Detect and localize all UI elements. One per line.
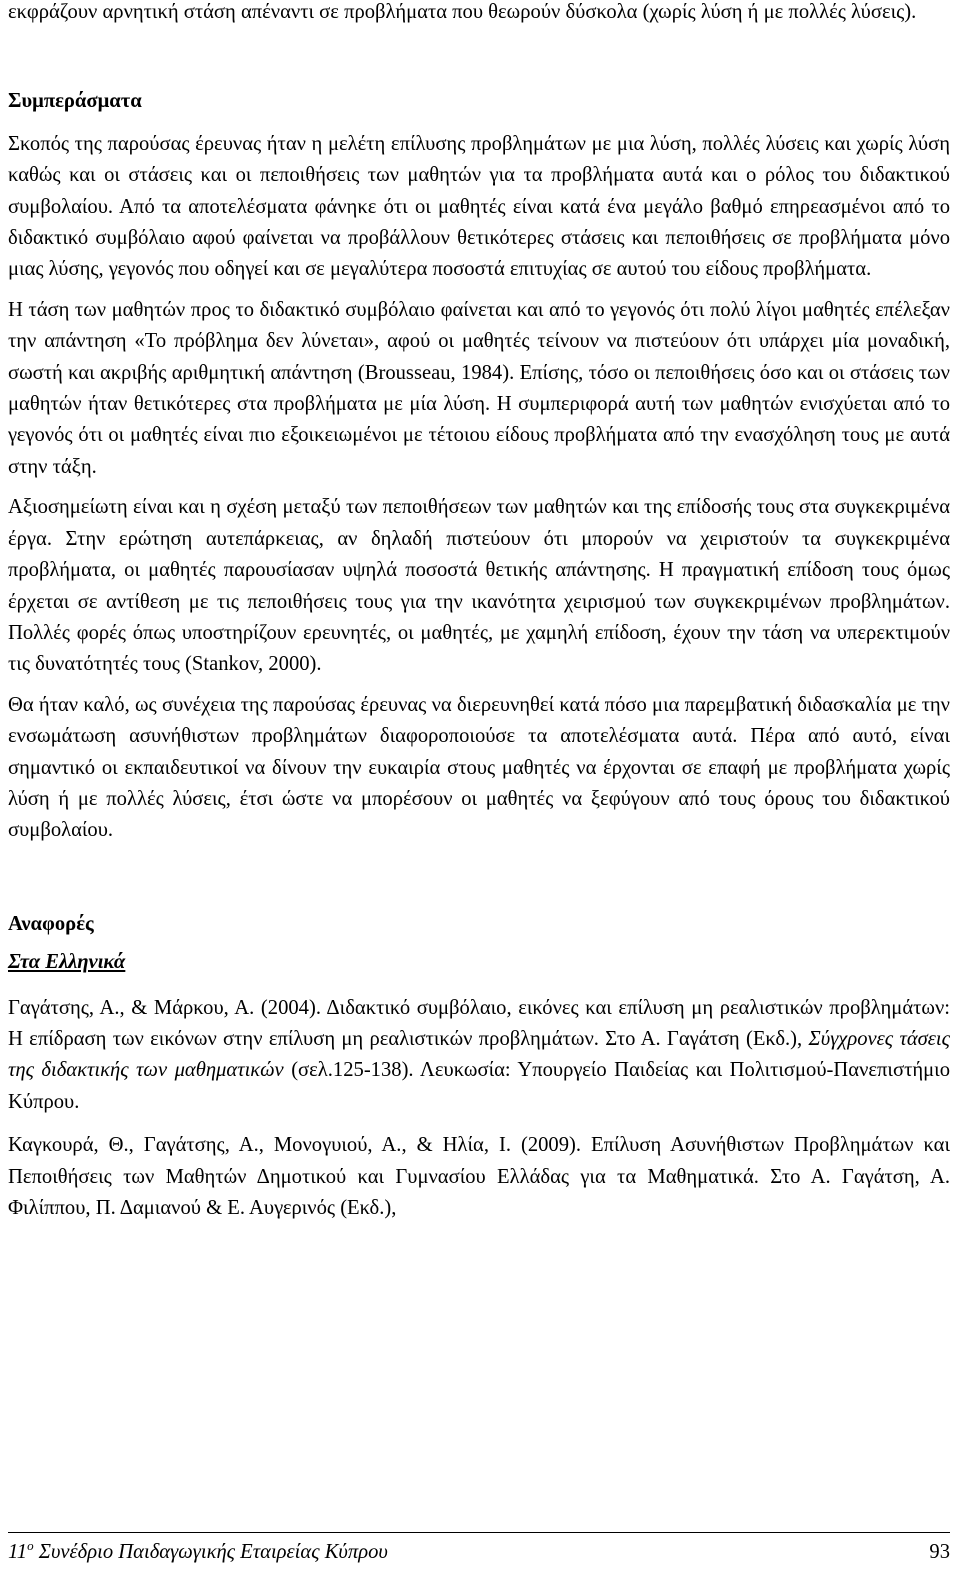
ordinal-suffix: ο [27, 1538, 34, 1554]
conclusions-paragraph-3: Αξιοσημείωτη είναι και η σχέση μεταξύ των πεποιθήσεων των μαθητών και της επίδοσής τους στα συγκεκριμένα έργα. Στην ερώτηση αυτεπάρκειας, αν δηλαδή πιστεύουν ότι μπορούν να χειριστούν τα συγκεκριμένα προβλήματα, οι μαθητές παρουσίασαν υψηλά ποσοστά θετικής απάντησης. Η πραγματική επίδοση τους όμως έρχεται σε αντίθεση με τις πεποιθήσεις τους για την ικανότητα χειρισμού των συγκεκριμένων προβλημάτων. Πολλές φορές όπως υποστηρίζουν ερευνητές, οι μαθητές, με χαμηλή επίδοση, έχουν την τάση να υπερεκτιμούν τις δυνατότητές τους (Stankov, 2000). [8, 496, 950, 676]
references-greek-subheading: Στα Ελληνικά [8, 951, 126, 974]
conclusions-paragraph-2: Η τάση των μαθητών προς το διδακτικό συμβόλαιο φαίνεται και από το γεγονός ότι πολύ λίγοι μαθητές επέλεξαν την απάντηση «Το πρόβλημα δεν λύνεται», αφού οι μαθητές τείνουν να πιστεύουν ότι υπάρχει μία μοναδική, σωστή και ακριβής αριθμητική απάντηση (Brousseau, 1984). Επίσης, τόσο οι πεποιθήσεις όσο και οι στάσεις των μαθητών ήταν θετικότερες στα προβλήματα με μία λύση. Η συμπεριφορά αυτή των μαθητών ενισχύεται από το γεγονός ότι οι μαθητές είναι πιο εξοικειωμένοι με τέτοιου είδους προβλήματα από την ενασχόληση τους με αυτά στην τάξη. [8, 298, 950, 478]
references-heading: Αναφορές [8, 912, 94, 935]
reference-text: Γαγάτσης, Α., & Μάρκου, Α. (2004). Διδακτικό συμβόλαιο, εικόνες και επίλυση μη ρεαλιστικών προβλημάτων: Η επίδραση των εικόνων στην επίλυση μη ρεαλιστικών προβλημάτων. Στο Α. Γαγάτση (Εκδ.), [8, 996, 950, 1050]
reference-entry: Καγκουρά, Θ., Γαγάτσης, Α., Μονογυιού, Α., & Ηλία, Ι. (2009). Επίλυση Ασυνήθιστων Προβλημάτων και Πεποιθήσεις των Μαθητών Δημοτικού και Γυμνασίου Ελλάδας για τα Μαθηματικά. Στο Α. Γαγάτση, Α. Φιλίππου, Π. Δαμιανού & Ε. Αυγερινός (Εκδ.), [8, 1134, 950, 1219]
intro-continuation: εκφράζουν αρνητική στάση απέναντι σε προβλήματα που θεωρούν δύσκολα (χωρίς λύση ή με πολλές λύσεις). [8, 1, 917, 23]
page-number: 93 [929, 1541, 950, 1563]
reference-book-title: Σύγχρονες τάσεις της διδακτικής των μαθηματικών [8, 1027, 950, 1082]
conference-name [8, 1537, 388, 1568]
page-body [8, 0, 950, 1236]
reference-entry [8, 993, 950, 1119]
conference-ordinal: 11 [8, 1541, 28, 1563]
conclusions-paragraph-4: Θα ήταν καλό, ως συνέχεια της παρούσας έρευνας να διερευνηθεί κατά πόσο μια παρεμβατική διδασκαλία με την ενσωμάτωση ασυνήθιστων προβλημάτων διαφοροποιούσε τα αποτελέσματα αυτά. Πέρα από αυτό, είναι σημαντικό οι εκπαιδευτικοί να δίνουν την ευκαιρία στους μαθητές να έρχονται σε επαφή με προβλήματα χωρίς λύση ή με πολλές λύσεις, έτσι ώστε να μπορέσουν οι μαθητές να ξεφύγουν από τους όρους του διδακτικού συμβολαίου. [8, 693, 950, 842]
page-footer [8, 1532, 950, 1568]
conclusions-paragraph-1: Σκοπός της παρούσας έρευνας ήταν η μελέτη επίλυσης προβλημάτων με μια λύση, πολλές λύσεις και χωρίς λύση καθώς και οι στάσεις και οι πεποιθήσεις των μαθητών για τα προβλήματα αυτά και ο ρόλος του διδακτικού συμβολαίου. Από τα αποτελέσματα φάνηκε ότι οι μαθητές είναι κατά ένα μεγάλο βαθμό επηρεασμένοι από το διδακτικό συμβόλαιο αφού φαίνεται να προβάλλουν θετικότερες στάσεις και πεποιθήσεις σε προβλήματα μόνο μιας λύσης, γεγονός που οδηγεί και σε μεγαλύτερα ποσοστά επιτυχίας σε αυτού του είδους προβλήματα. [8, 132, 950, 281]
conclusions-heading: Συμπεράσματα [8, 90, 142, 113]
conference-title: Συνέδριο Παιδαγωγικής Εταιρείας Κύπρου [33, 1541, 388, 1563]
reference-text: (σελ.125-138). Λευκωσία: Υπουργείο Παιδείας και Πολιτισμού-Πανεπιστήμιο Κύπρου. [8, 1059, 950, 1113]
